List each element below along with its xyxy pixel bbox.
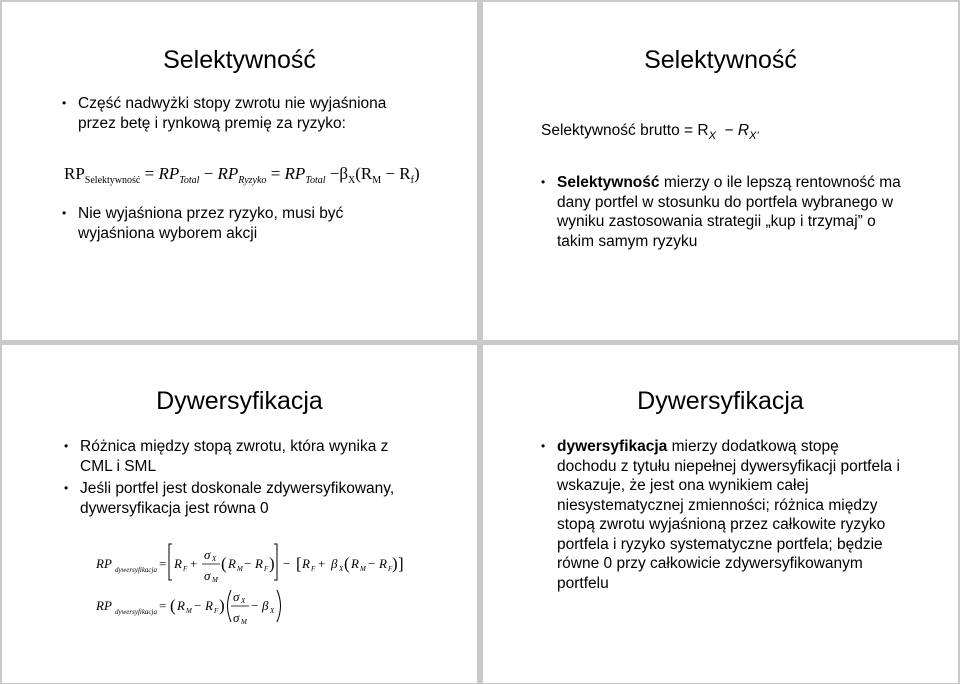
math-symbol: R — [302, 556, 310, 571]
bullet-text: Różnica między stopą zwrotu, która wynika z CML i SML — [80, 438, 389, 475]
math-equals: = — [159, 556, 167, 571]
math-subscript: X — [708, 130, 716, 142]
math-symbol: β — [339, 164, 349, 183]
math-subscript: Total — [305, 175, 326, 186]
math-symbol: σ — [233, 610, 240, 625]
math-subscript: X — [270, 607, 275, 615]
math-plus: + — [318, 556, 326, 571]
math-symbol: σ — [204, 568, 211, 583]
math-subscript: f — [410, 175, 414, 186]
bullet-bold-term: Selektywność — [557, 174, 660, 191]
slide-title: Dywersyfikacja — [156, 387, 323, 415]
math-symbol: = — [144, 164, 155, 183]
math-symbol: R — [177, 598, 185, 613]
math-symbol: R — [205, 598, 213, 613]
math-paren: ) — [219, 596, 225, 615]
slide-title: Selektywność — [163, 46, 316, 74]
math-symbol: R — [351, 556, 359, 571]
bullet-dot-icon: • — [62, 206, 67, 220]
slide-selektywnosc-2 — [483, 2, 958, 340]
bullet-bold-term: dywersyfikacja — [557, 438, 668, 455]
formula-selektywnosc: $RP_{Selektywność} = RP_{Total} - RP_{Ryzyko} = RP_{Total} -\beta_X(R_M - R_f)$ — [64, 164, 420, 186]
slide-title: Dywersyfikacja — [637, 387, 804, 415]
math-subscript: X — [339, 565, 344, 573]
math-minus: − — [251, 598, 259, 613]
math-subscript: Selektywność — [84, 175, 141, 186]
brutto-label: Selektywność brutto = R — [541, 122, 709, 139]
math-symbol: R — [255, 556, 263, 571]
slide-selektywnosc-1 — [2, 2, 477, 340]
bullet-text: mierzy dodatkową stopę dochodu z tytułu niepełnej dywersyfikacji portfela i wskazuje, że jest ona wynikiem całej niesystematycznej zmienności; różnica między stopą zwrotu wyjaśnioną przez całkowite ryzyko portfela i ryzyko systematyczne portfela; będzie równe 0 przy całkowicie zdywersyfikowanym portfelu — [557, 438, 900, 592]
math-symbol: RP — [158, 164, 180, 183]
math-paren: ( — [344, 554, 350, 573]
math-plus: + — [190, 556, 198, 571]
math-subscript: M — [212, 576, 218, 584]
math-subscript: Total — [179, 175, 200, 186]
math-symbol: RP — [284, 164, 306, 183]
bullet-text: Część nadwyżki stopy zwrotu nie wyjaśniona przez betę i rynkową premię za ryzyko: — [78, 95, 387, 132]
bullet-item — [64, 479, 410, 518]
math-subscript: X — [348, 175, 356, 186]
math-symbol: R — [379, 556, 387, 571]
math-paren: ( — [170, 596, 176, 615]
math-symbol: R — [737, 122, 750, 139]
math-symbol: RP — [96, 556, 112, 571]
math-subscript: X — [212, 555, 217, 563]
bullet-item — [541, 437, 902, 593]
math-subscript: F — [388, 565, 393, 573]
bullet-item — [62, 204, 408, 243]
selektywnosc-brutto-line: Selektywność brutto = $R_X - R_{X'}$ — [541, 122, 759, 142]
math-subscript: F — [264, 565, 269, 573]
math-subscript: dywersyfikacja — [115, 566, 157, 574]
math-bracket: ] — [398, 554, 404, 573]
math-symbol: RP — [217, 164, 239, 183]
bullet-dot-icon: • — [541, 175, 546, 189]
slide-dywersyfikacja-1 — [2, 345, 477, 683]
formula-dywersyfikacja — [2, 540, 477, 670]
math-symbol: β — [331, 556, 338, 571]
bullet-dot-icon: • — [541, 439, 546, 453]
math-minus: − — [244, 556, 252, 571]
math-subscript: F — [183, 565, 188, 573]
math-symbol: R — [360, 164, 373, 183]
math-subscript: M — [237, 565, 243, 573]
math-paren: ( — [221, 554, 227, 573]
math-minus: − — [368, 556, 376, 571]
math-bracket: [ — [296, 554, 302, 573]
slide-title: Selektywność — [644, 46, 797, 74]
math-symbol: R — [174, 556, 182, 571]
math-symbol: β — [262, 598, 269, 613]
math-symbol: R — [399, 164, 411, 183]
bullet-item — [541, 173, 917, 251]
math-symbol: σ — [233, 589, 240, 604]
slide-dywersyfikacja-2 — [483, 345, 958, 683]
math-paren: ) — [392, 554, 398, 573]
math-subscript: M — [372, 175, 382, 186]
math-minus: − — [194, 598, 202, 613]
math-subscript: Ryzyko — [238, 175, 267, 186]
math-subscript: M — [186, 607, 192, 615]
bullet-dot-icon: • — [64, 481, 69, 495]
bullet-text: Nie wyjaśniona przez ryzyko, musi być wyjaśniona wyborem akcji — [78, 205, 344, 242]
math-symbol: = — [270, 164, 281, 183]
math-subscript: M — [360, 565, 366, 573]
math-subscript: dywersyfikacja — [115, 608, 157, 616]
math-symbol: RP — [64, 164, 85, 183]
math-subscript: F — [311, 565, 316, 573]
math-subscript: M — [241, 618, 247, 626]
math-paren: ) — [269, 554, 275, 573]
math-symbol: R — [228, 556, 236, 571]
math-symbol: RP — [96, 598, 112, 613]
math-subscript: F — [214, 607, 219, 615]
math-symbol: σ — [204, 547, 211, 562]
math-minus: − — [283, 556, 291, 571]
bullet-dot-icon: • — [62, 96, 67, 110]
bullet-text: mierzy o ile lepszą rentowność ma dany portfel w stosunku do portfela wybranego w wyniku zastosowania strategii „kup i trzymaj” o takim samym ryzyku — [557, 174, 901, 250]
math-subscript: X' — [749, 130, 759, 142]
math-subscript: X — [241, 597, 246, 605]
bullet-item — [64, 437, 410, 476]
bullet-item — [62, 94, 408, 133]
bullet-dot-icon: • — [64, 439, 69, 453]
math-equals: = — [159, 598, 167, 613]
bullet-text: Jeśli portfel jest doskonale zdywersyfikowany, dywersyfikacja jest równa 0 — [80, 480, 395, 517]
